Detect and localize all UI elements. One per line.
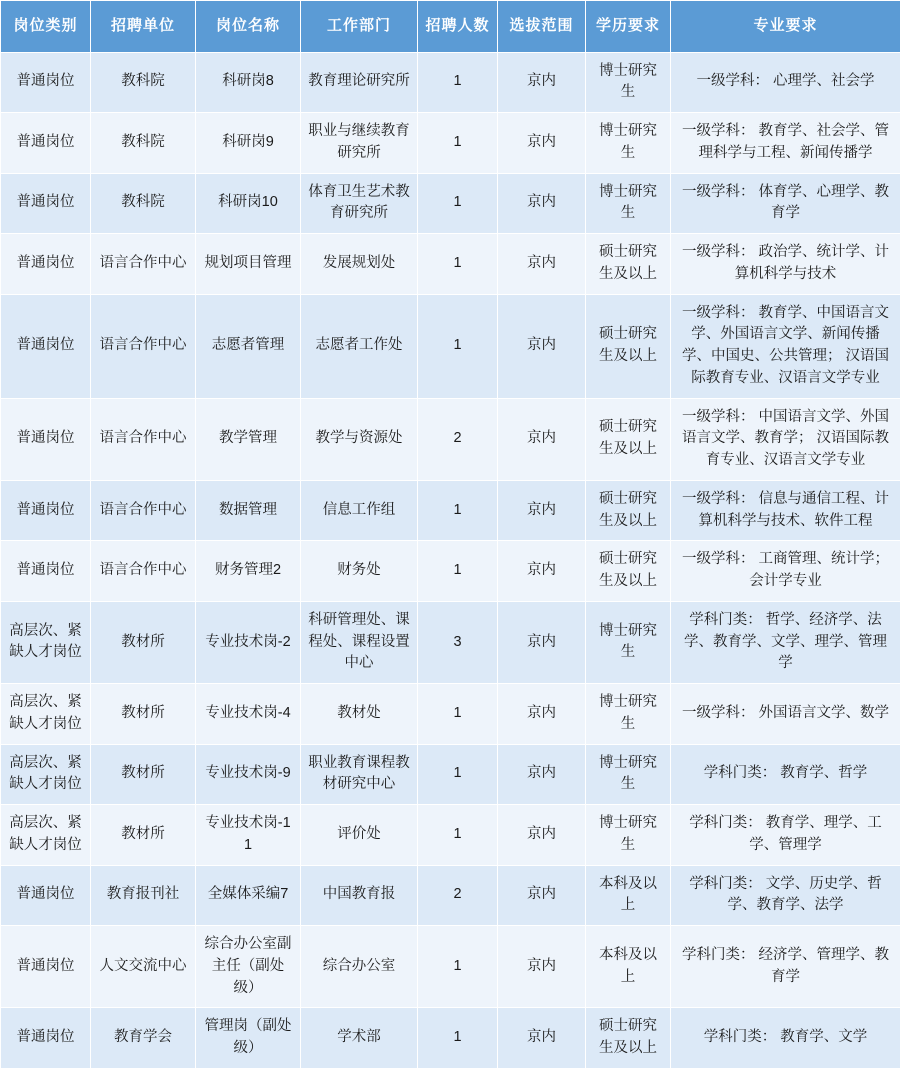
cell-scope: 京内 [498,926,586,1008]
cell-category: 普通岗位 [1,398,91,480]
cell-major: 学科门类： 经济学、管理学、教育学 [671,926,900,1008]
cell-position: 科研岗10 [196,173,301,234]
cell-scope: 京内 [498,541,586,602]
cell-scope: 京内 [498,113,586,174]
cell-major: 学科门类： 教育学、哲学 [671,744,900,805]
cell-position: 专业技术岗-2 [196,601,301,683]
cell-major: 一级学科： 心理学、社会学 [671,52,900,113]
cell-category: 高层次、紧缺人才岗位 [1,601,91,683]
cell-department: 志愿者工作处 [301,294,418,398]
cell-position: 志愿者管理 [196,294,301,398]
column-header-headcount: 招聘人数 [418,1,498,53]
cell-major: 一级学科： 工商管理、统计学； 会计学专业 [671,541,900,602]
cell-unit: 人文交流中心 [91,926,196,1008]
cell-position: 财务管理2 [196,541,301,602]
cell-department: 科研管理处、课程处、课程设置中心 [301,601,418,683]
cell-category: 普通岗位 [1,926,91,1008]
cell-category: 普通岗位 [1,52,91,113]
cell-scope: 京内 [498,398,586,480]
table-row [1,398,900,480]
cell-major: 学科门类： 教育学、文学 [671,1008,900,1069]
cell-scope: 京内 [498,173,586,234]
cell-headcount: 1 [418,926,498,1008]
cell-department: 发展规划处 [301,234,418,295]
cell-department: 财务处 [301,541,418,602]
column-header-category: 岗位类别 [1,1,91,53]
cell-education: 硕士研究生及以上 [586,480,671,541]
table-row [1,113,900,174]
cell-department: 学术部 [301,1008,418,1069]
cell-position: 科研岗8 [196,52,301,113]
cell-headcount: 1 [418,805,498,866]
cell-education: 博士研究生 [586,52,671,113]
column-header-scope: 选拔范围 [498,1,586,53]
cell-category: 普通岗位 [1,234,91,295]
cell-unit: 语言合作中心 [91,294,196,398]
cell-scope: 京内 [498,480,586,541]
cell-department: 信息工作组 [301,480,418,541]
cell-education: 硕士研究生及以上 [586,1008,671,1069]
cell-headcount: 1 [418,684,498,745]
cell-education: 博士研究生 [586,805,671,866]
cell-unit: 教材所 [91,805,196,866]
cell-major: 学科门类： 教育学、理学、工学、管理学 [671,805,900,866]
cell-unit: 语言合作中心 [91,541,196,602]
cell-scope: 京内 [498,294,586,398]
cell-unit: 教育学会 [91,1008,196,1069]
cell-headcount: 2 [418,398,498,480]
cell-headcount: 1 [418,113,498,174]
cell-unit: 教材所 [91,684,196,745]
cell-department: 教材处 [301,684,418,745]
cell-unit: 教育报刊社 [91,865,196,926]
cell-scope: 京内 [498,234,586,295]
cell-category: 普通岗位 [1,294,91,398]
cell-headcount: 1 [418,52,498,113]
table-row [1,173,900,234]
cell-position: 数据管理 [196,480,301,541]
cell-scope: 京内 [498,744,586,805]
cell-major: 一级学科： 教育学、社会学、管理科学与工程、新闻传播学 [671,113,900,174]
cell-major: 一级学科： 外国语言文学、数学 [671,684,900,745]
cell-major: 学科门类： 哲学、经济学、法学、教育学、文学、理学、管理学 [671,601,900,683]
cell-unit: 语言合作中心 [91,480,196,541]
cell-headcount: 1 [418,541,498,602]
table-body [1,52,900,1068]
cell-position: 规划项目管理 [196,234,301,295]
cell-education: 博士研究生 [586,173,671,234]
cell-education: 硕士研究生及以上 [586,294,671,398]
cell-category: 普通岗位 [1,541,91,602]
cell-position: 管理岗（副处级） [196,1008,301,1069]
cell-headcount: 1 [418,744,498,805]
cell-department: 教育理论研究所 [301,52,418,113]
cell-position: 专业技术岗-11 [196,805,301,866]
cell-category: 高层次、紧缺人才岗位 [1,805,91,866]
cell-unit: 语言合作中心 [91,234,196,295]
cell-education: 硕士研究生及以上 [586,398,671,480]
table-row [1,541,900,602]
cell-unit: 教科院 [91,52,196,113]
header-row [1,1,900,53]
table-row [1,52,900,113]
table-header [1,1,900,53]
table-row [1,926,900,1008]
cell-department: 中国教育报 [301,865,418,926]
cell-education: 硕士研究生及以上 [586,234,671,295]
cell-headcount: 1 [418,173,498,234]
table-row [1,601,900,683]
cell-category: 普通岗位 [1,173,91,234]
cell-department: 教学与资源处 [301,398,418,480]
cell-headcount: 2 [418,865,498,926]
column-header-department: 工作部门 [301,1,418,53]
cell-category: 高层次、紧缺人才岗位 [1,744,91,805]
cell-scope: 京内 [498,805,586,866]
cell-department: 职业教育课程教材研究中心 [301,744,418,805]
cell-scope: 京内 [498,601,586,683]
cell-unit: 教材所 [91,744,196,805]
cell-department: 职业与继续教育研究所 [301,113,418,174]
cell-unit: 教材所 [91,601,196,683]
cell-major: 学科门类： 文学、历史学、哲学、教育学、法学 [671,865,900,926]
table-row [1,684,900,745]
cell-major: 一级学科： 信息与通信工程、计算机科学与技术、软件工程 [671,480,900,541]
cell-category: 普通岗位 [1,1008,91,1069]
cell-unit: 语言合作中心 [91,398,196,480]
cell-education: 本科及以上 [586,865,671,926]
cell-major: 一级学科： 中国语言文学、外国语言文学、教育学； 汉语国际教育专业、汉语言文学专业 [671,398,900,480]
cell-education: 博士研究生 [586,601,671,683]
cell-position: 教学管理 [196,398,301,480]
column-header-unit: 招聘单位 [91,1,196,53]
table-row [1,805,900,866]
cell-scope: 京内 [498,1008,586,1069]
cell-category: 普通岗位 [1,480,91,541]
cell-headcount: 1 [418,294,498,398]
cell-position: 专业技术岗-4 [196,684,301,745]
cell-headcount: 1 [418,1008,498,1069]
cell-major: 一级学科： 教育学、中国语言文学、外国语言文学、新闻传播学、中国史、公共管理； 汉语国际教育专业、汉语言文学专业 [671,294,900,398]
cell-headcount: 1 [418,480,498,541]
cell-department: 评价处 [301,805,418,866]
cell-education: 博士研究生 [586,684,671,745]
cell-position: 科研岗9 [196,113,301,174]
cell-position: 专业技术岗-9 [196,744,301,805]
cell-category: 普通岗位 [1,113,91,174]
column-header-position: 岗位名称 [196,1,301,53]
cell-education: 本科及以上 [586,926,671,1008]
cell-headcount: 3 [418,601,498,683]
table-row [1,1008,900,1069]
cell-headcount: 1 [418,234,498,295]
column-header-education: 学历要求 [586,1,671,53]
cell-scope: 京内 [498,684,586,745]
table-row [1,744,900,805]
cell-unit: 教科院 [91,113,196,174]
table-row [1,294,900,398]
cell-scope: 京内 [498,52,586,113]
cell-department: 体育卫生艺术教育研究所 [301,173,418,234]
cell-education: 硕士研究生及以上 [586,541,671,602]
cell-position: 综合办公室副主任（副处级） [196,926,301,1008]
cell-scope: 京内 [498,865,586,926]
table-row [1,234,900,295]
cell-category: 普通岗位 [1,865,91,926]
table-row [1,865,900,926]
cell-education: 博士研究生 [586,113,671,174]
cell-category: 高层次、紧缺人才岗位 [1,684,91,745]
column-header-major: 专业要求 [671,1,900,53]
cell-education: 博士研究生 [586,744,671,805]
cell-major: 一级学科： 体育学、心理学、教育学 [671,173,900,234]
table-row [1,480,900,541]
cell-major: 一级学科： 政治学、统计学、计算机科学与技术 [671,234,900,295]
cell-department: 综合办公室 [301,926,418,1008]
cell-position: 全媒体采编7 [196,865,301,926]
cell-unit: 教科院 [91,173,196,234]
